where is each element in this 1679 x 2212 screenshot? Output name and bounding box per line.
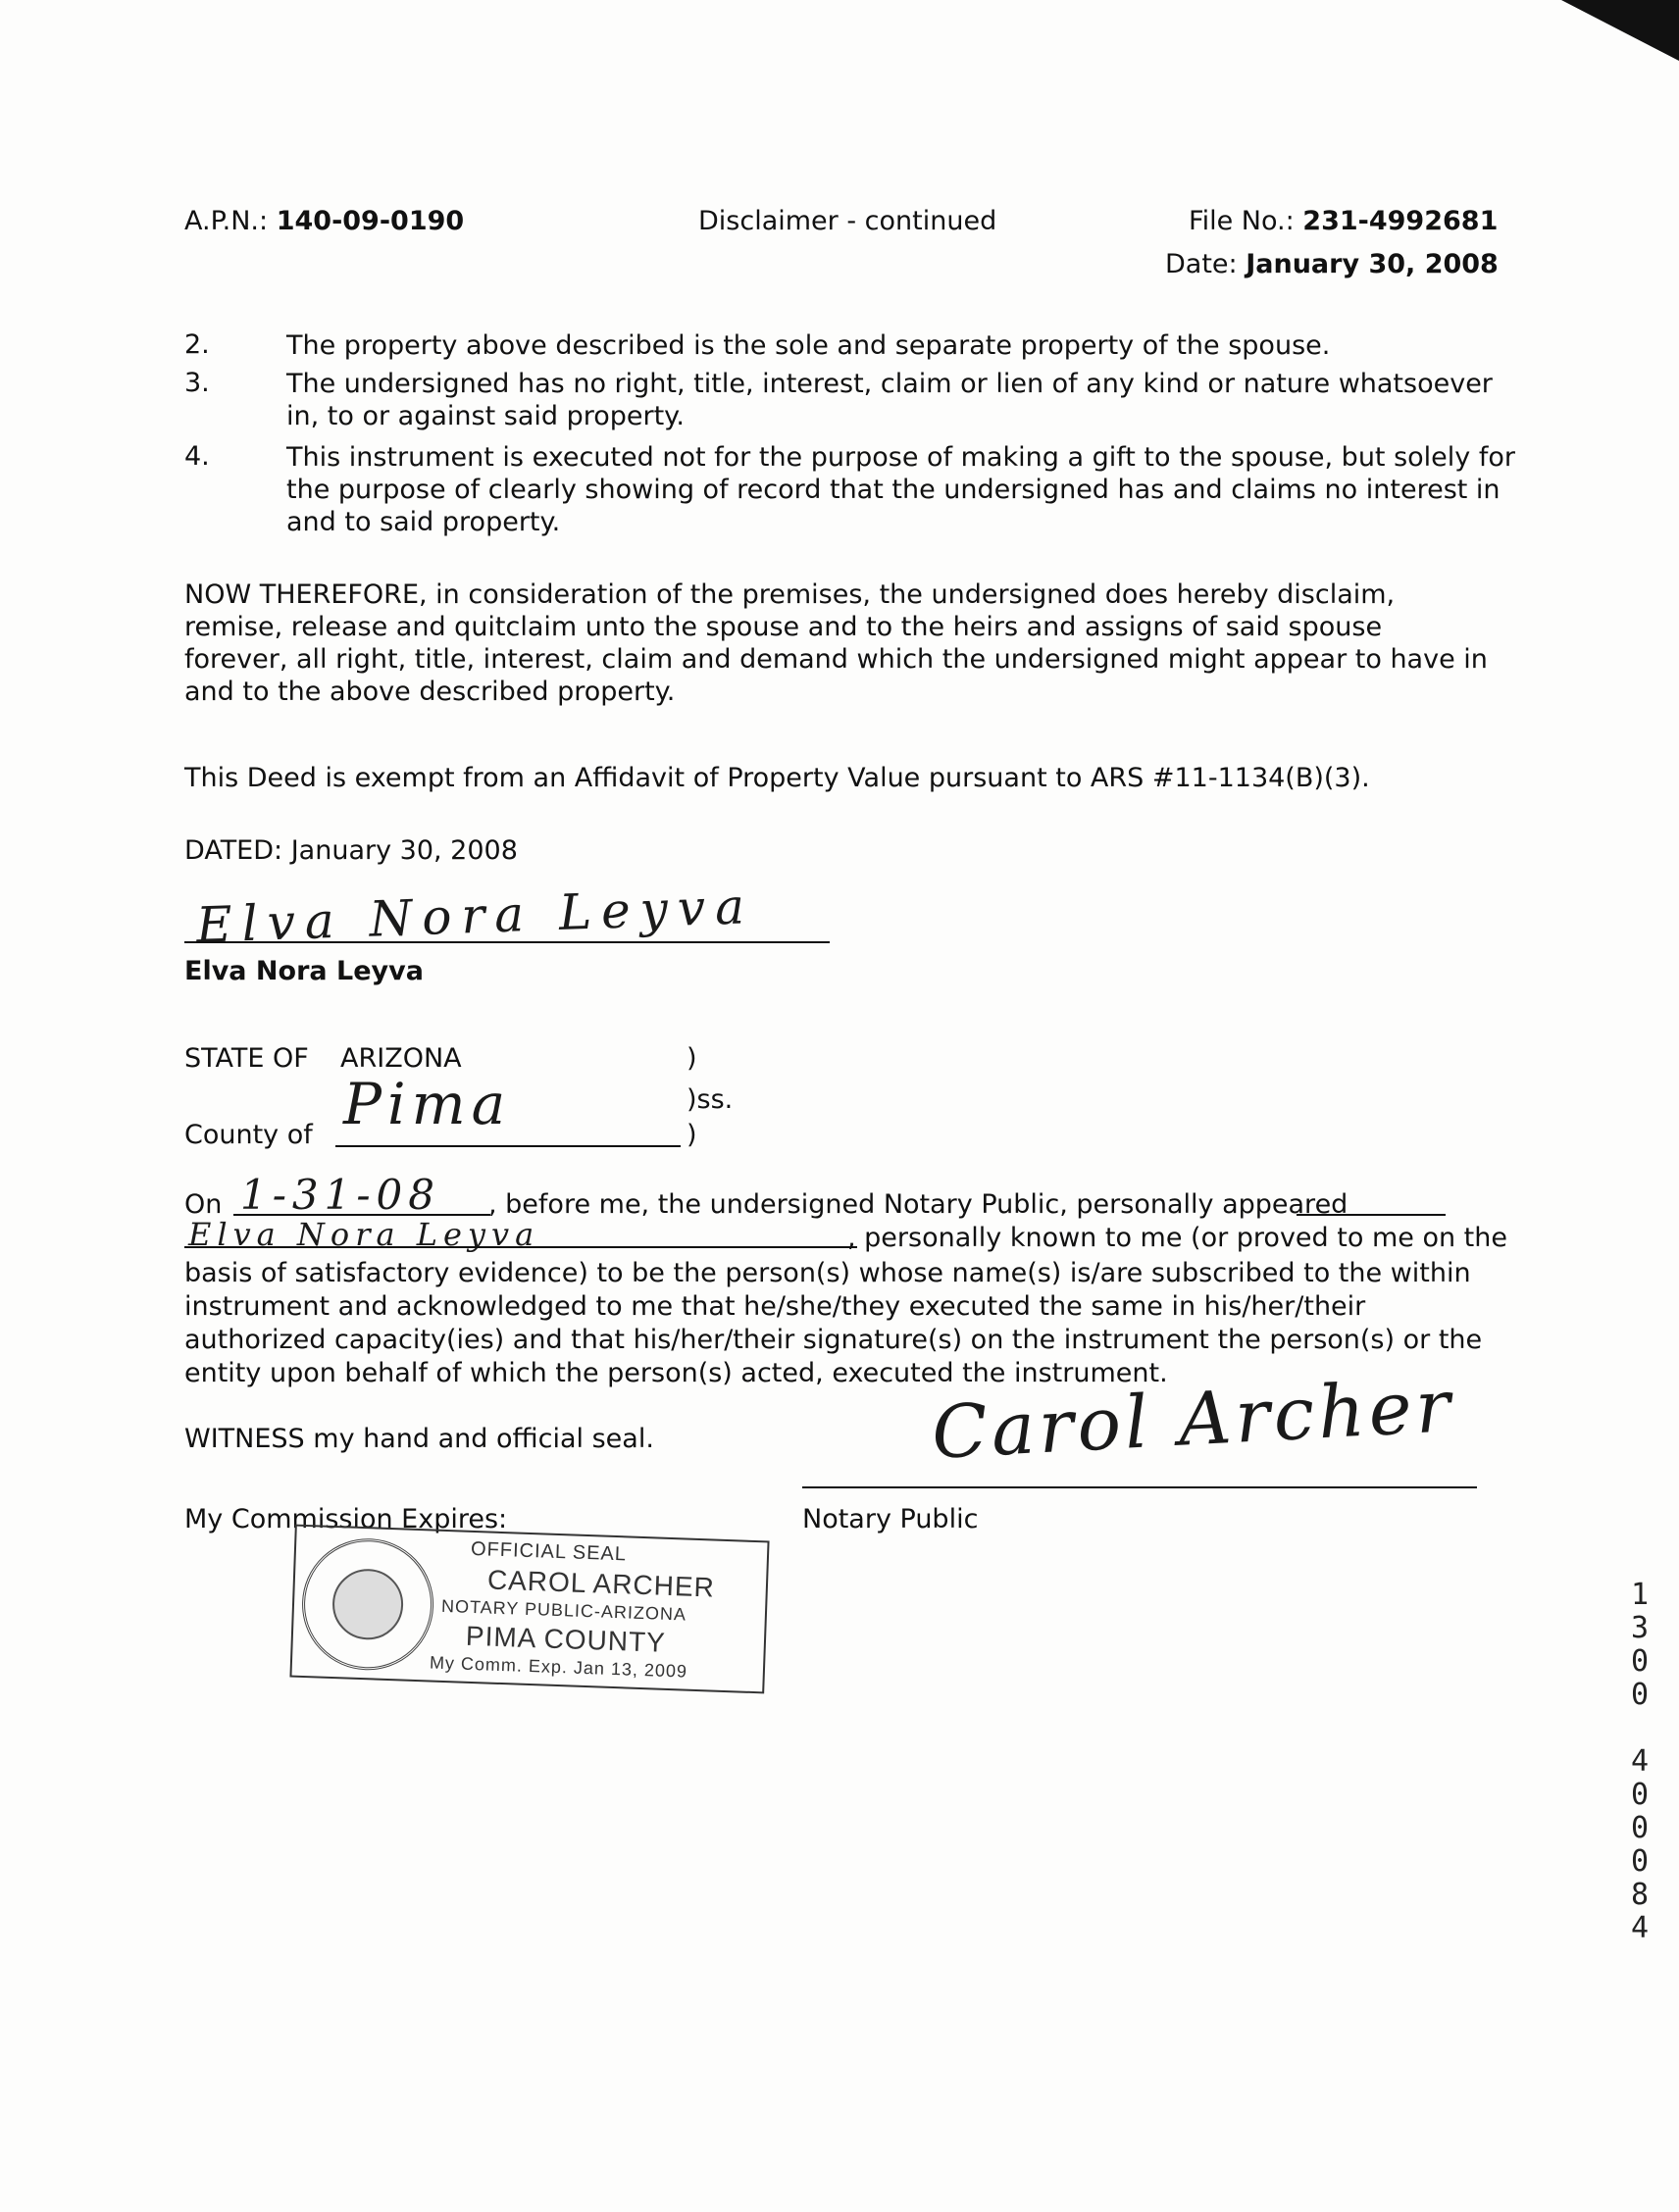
- apn-label: A.P.N.:: [184, 206, 277, 236]
- recording-number: [1620, 1579, 1659, 1945]
- seal-expiration: My Comm. Exp. Jan 13, 2009: [429, 1652, 688, 1682]
- venue-paren: ): [687, 1043, 697, 1074]
- ack-name-handwritten: Elva Nora Leyva: [188, 1216, 540, 1253]
- county-handwritten: Pima: [343, 1071, 512, 1137]
- venue-paren: ): [687, 1120, 697, 1150]
- ack-personally-known: , personally known to me (or proved to me on the: [847, 1223, 1507, 1253]
- dated-line: DATED: January 30, 2008: [184, 835, 518, 866]
- venue-ss: )ss.: [687, 1084, 734, 1115]
- scan-corner-mark: [1561, 0, 1679, 61]
- apn: [184, 206, 464, 236]
- recording-number-text: 1 3 0 0 4 0 0 0 8 4: [1630, 1578, 1650, 1945]
- state-seal-icon: [300, 1536, 436, 1673]
- signature-line: [184, 941, 830, 943]
- doc-title: Disclaimer - continued: [698, 206, 997, 236]
- official-seal-stamp: [289, 1525, 769, 1694]
- date-value: January 30, 2008: [1246, 249, 1499, 279]
- item-number: 4.: [184, 441, 210, 472]
- ack-on: On: [184, 1189, 223, 1220]
- witness-line: WITNESS my hand and official seal.: [184, 1424, 654, 1454]
- signer-signature: Elva Nora Leyva: [195, 878, 755, 954]
- notary-signature-line: [802, 1486, 1477, 1488]
- seal-county: PIMA COUNTY: [465, 1620, 667, 1658]
- notary-public-label: Notary Public: [802, 1504, 979, 1534]
- appeared-line: [1297, 1214, 1446, 1216]
- commission-expires: My Commission Expires:: [184, 1504, 508, 1534]
- signer-name: Elva Nora Leyva: [184, 956, 424, 986]
- header-date: [1165, 249, 1499, 279]
- state-label: STATE OF: [184, 1043, 309, 1074]
- ack-body: basis of satisfactory evidence) to be the person(s) whose name(s) is/are subscribed to the within instrument and acknowledged to me that he/she/they executed the same in his/her/their authorized capacity(ies) and that his/her/their signature(s) on the instrument the person(s) or the entity upon behalf of which the person(s) acted, executed the instrument.: [184, 1258, 1483, 1388]
- notary-signature: Carol Archer: [930, 1364, 1456, 1476]
- state-value: ARIZONA: [340, 1043, 462, 1074]
- item-text: The property above described is the sole and separate property of the spouse.: [286, 330, 1331, 361]
- seal-name: CAROL ARCHER: [486, 1564, 716, 1603]
- item-number: 2.: [184, 329, 210, 360]
- apn-value: 140-09-0190: [276, 206, 465, 236]
- item-text: This instrument is executed not for the purpose of making a gift to the spouse, but solely for the purpose of clearly showing of record that the undersigned has and claims no interest in and to said property.: [286, 442, 1515, 537]
- ack-name-line: [184, 1246, 857, 1248]
- item-text: The undersigned has no right, title, interest, claim or lien of any kind or nature whatsoever in, to or against said property.: [286, 369, 1493, 431]
- file-value: 231-4992681: [1302, 206, 1499, 236]
- now-therefore-paragraph: NOW THEREFORE, in consideration of the premises, the undersigned does hereby disclaim, remise, release and quitclaim unto the spouse and to the heirs and assigns of said spouse forever, all right, title, interest, claim and demand which the undersigned might appear to have in and to the above described property.: [184, 579, 1488, 707]
- seal-line: OFFICIAL SEAL: [470, 1537, 628, 1566]
- county-line: [335, 1145, 681, 1147]
- ack-date-handwritten: 1-31-08: [240, 1171, 440, 1219]
- file-label: File No.:: [1189, 206, 1303, 236]
- county-label: County of: [184, 1120, 313, 1150]
- item-number: 3.: [184, 368, 210, 398]
- file-number: [1189, 206, 1498, 236]
- ack-before-me: , before me, the undersigned Notary Public, personally appeared: [488, 1189, 1348, 1220]
- exempt-statement: This Deed is exempt from an Affidavit of Property Value pursuant to ARS #11-1134(B)(3).: [184, 763, 1370, 793]
- date-label: Date:: [1165, 249, 1247, 279]
- seal-line: NOTARY PUBLIC-ARIZONA: [440, 1595, 687, 1625]
